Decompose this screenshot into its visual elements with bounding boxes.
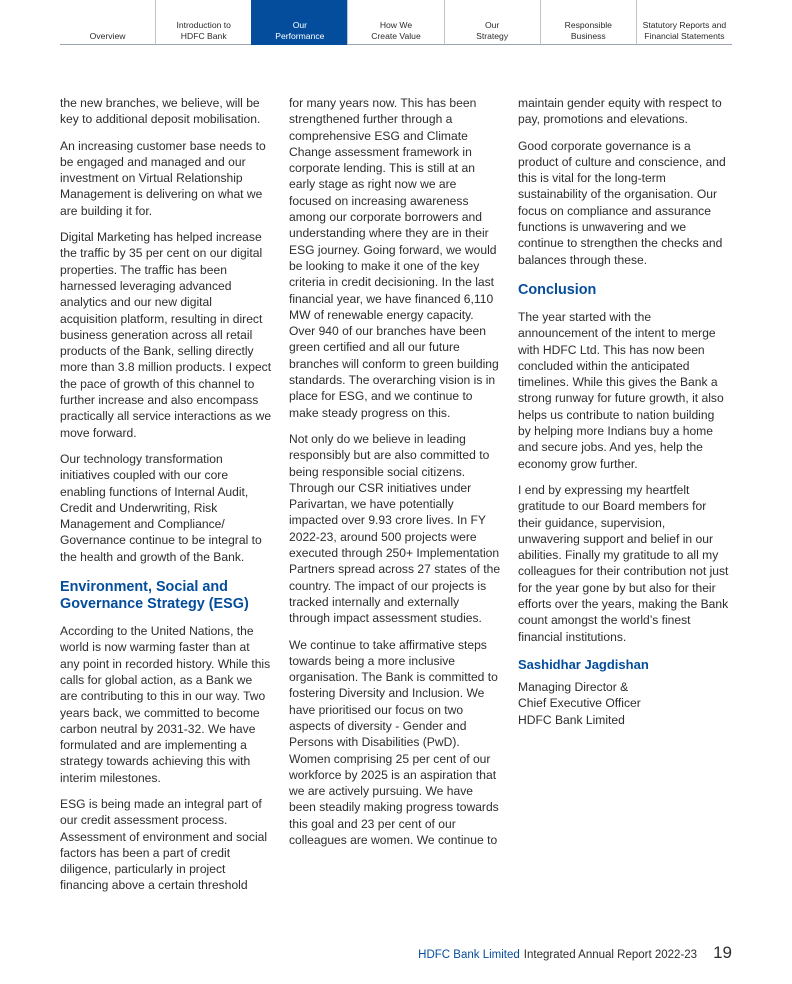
tab-label-line2: HDFC Bank — [180, 30, 227, 41]
section-heading-esg: Environment, Social and Governance Strategy (ESG) — [60, 579, 249, 613]
tab-label-line2: Overview — [89, 30, 126, 41]
paragraph: Good corporate governance is a product of culture and conscience, and this is vital for the long-term sustainability of the organisation. Our focus on compliance and assurance functions is unwavering and we continue to strengthen the checks and balances through these. — [518, 138, 726, 267]
tab-responsible-business[interactable] — [540, 0, 636, 45]
tab-label-line2: Performance — [275, 30, 325, 41]
tab-label-line1: Responsible — [564, 20, 612, 30]
paragraph: Our technology transformation initiatives coupled with our core enabling functions of Internal Audit, Credit and Underwriting, Risk Management and Compliance/ Governance continue to be integral to the health and growth of the Bank. — [60, 451, 262, 564]
tab-label-line2: Financial Statements — [644, 30, 725, 41]
paragraph: Not only do we believe in leading responsibly but are also committed to being responsible social citizens. Through our CSR initiatives under Parivartan, we have potentially impacted over 9.93 crore lives. In FY 2022-23, around 500 projects were executed through 250+ Implementation Partners spread across 27 states of the country. The impact of our projects is tracked internally and externally through impact assessment studies. — [289, 431, 501, 626]
paragraph: for many years now. This has been strengthened further through a comprehensive ESG and Climate Change assessment framework in corporate lending. This is still at an early stage as right now we are focused on increasing awareness among our corporate borrowers and understanding where they are in their ESG journey. Going forward, we would be looking to make it one of the key criteria in credit decisioning. In the last financial year, we have financed 6,110 MW of renewable energy capacity. Over 940 of our branches have been green certified and all our future branches will conform to green building standards. The overarching vision is in place for ESG, and we continue to make steady progress on this. — [289, 96, 499, 420]
signatory-title-line2: Chief Executive Officer — [518, 696, 641, 711]
text-column-3 — [518, 95, 730, 728]
footer-brand: HDFC Bank Limited — [418, 949, 520, 961]
paragraph: An increasing customer base needs to be engaged and managed and our investment on Virtual Relationship Management is delivering on what we are building it for. — [60, 138, 266, 218]
tab-overview[interactable] — [60, 0, 155, 45]
text-column-2 — [289, 95, 501, 858]
tab-label-line1: Our — [292, 20, 308, 30]
page-number: 19 — [713, 943, 732, 962]
text-column-1 — [60, 95, 272, 904]
paragraph: Digital Marketing has helped increase the traffic by 35 per cent on our digital properties. The traffic has been harnessed leveraging advanced analytics and our new digital acquisition platform, resulting in direct business generation across all retail products of the Bank, selling directly more than 3.8 million products. I expect the pace of growth of this channel to further increase and also encompass practically all service interactions as we move forward. — [60, 230, 272, 440]
tab-label-line1: How We — [379, 20, 413, 30]
paragraph: According to the United Nations, the world is now warming faster than at any point in recorded history. While this calls for global action, as a Bank we are contributing to this in our way. Two years back, we committed to become carbon neutral by 2031-32. We have formulated and are implementing a strategy towards achieving this with interim milestones. — [60, 624, 271, 785]
paragraph: maintain gender equity with respect to pay, promotions and elevations. — [518, 96, 722, 127]
tab-our-strategy[interactable] — [444, 0, 540, 45]
section-heading-conclusion: Conclusion — [518, 281, 597, 298]
paragraph: I end by expressing my heartfelt gratitude to our Board members for their guidance, supervision, unwavering support and belief in our abilities. Finally my gratitude to all my colleagues for their contribution not just for the year gone by but also for their efforts over the years, making the Bank count amongst the world’s finest financial institutions. — [518, 482, 729, 644]
paragraph: The year started with the announcement of the intent to merge with HDFC Ltd. This has now been concluded within the anticipated timelines. While this gives the Bank a strong runway for future growth, it also helps us contribute to nation building by helping more Indians buy a home and secure jobs. And yes, help the economy grow further. — [518, 309, 724, 471]
tab-statutory-reports[interactable] — [636, 0, 732, 45]
tab-introduction-to-hdfc-bank[interactable] — [155, 0, 251, 45]
signatory-title-line1: Managing Director & — [518, 679, 629, 694]
paragraph: the new branches, we believe, will be key to additional deposit mobilisation. — [60, 96, 261, 127]
tab-label-line2: Strategy — [476, 30, 509, 41]
tab-how-we-create-value[interactable] — [347, 0, 443, 45]
tab-our-performance[interactable] — [251, 0, 347, 45]
signatory-organisation: HDFC Bank Limited — [518, 712, 625, 727]
signatory-name: Sashidhar Jagdishan — [518, 656, 649, 672]
tab-label-line2: Business — [570, 30, 606, 41]
tab-label-line1: Statutory Reports and — [642, 20, 727, 30]
footer-report-title: Integrated Annual Report 2022-23 — [523, 949, 698, 961]
tab-label-line1: Introduction to — [176, 20, 231, 30]
paragraph: We continue to take affirmative steps towards being a more inclusive organisation. The Bank is committed to fostering Diversity and Inclusion. We have prioritised our focus on two aspects of diversity - Gender and Persons with Disabilities (PwD). Women comprising 25 per cent of our workforce by 2025 is an aspiration that we are actively pursuing. We have been steadily making progress towards this goal and 23 per cent of our colleagues are women. We continue to — [289, 637, 499, 848]
signatory-block — [518, 679, 730, 728]
section-nav — [60, 0, 732, 45]
paragraph: ESG is being made an integral part of our credit assessment process. Assessment of environment and social factors has been a part of credit diligence, particularly in project financing above a certain threshold — [60, 796, 268, 893]
tab-label-line1: Our — [484, 20, 500, 30]
page-footer — [418, 943, 732, 963]
tab-label-line2: Create Value — [371, 30, 421, 41]
